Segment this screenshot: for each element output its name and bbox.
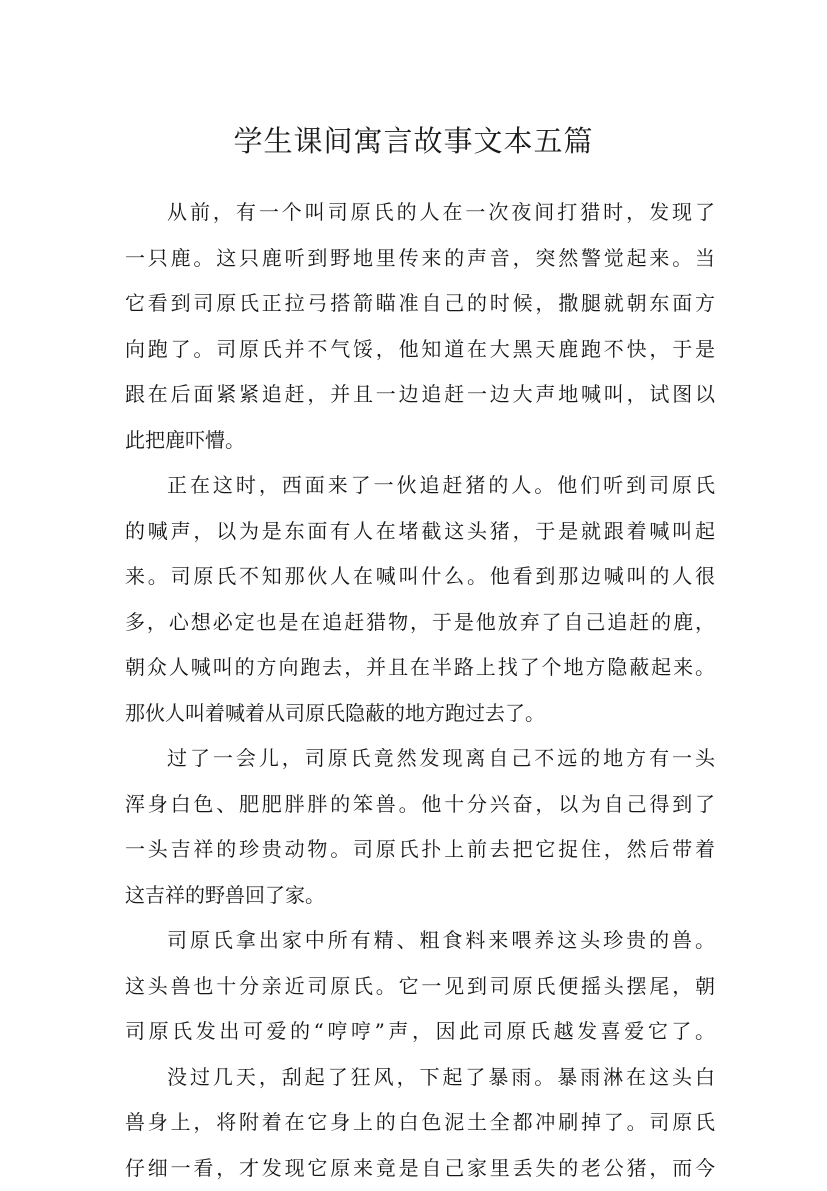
text-line: 过了一会儿，司原氏竟然发现离自己不远的地方有一头	[125, 736, 715, 782]
text-line: 一头吉祥的珍贵动物。司原氏扑上前去把它捉住，然后带着	[125, 827, 715, 873]
text-line: 这头兽也十分亲近司原氏。它一见到司原氏便摇头摆尾，朝	[125, 964, 715, 1010]
text-line: 司原氏发出可爱的“哼哼”声，因此司原氏越发喜爱它了。	[125, 1009, 715, 1055]
text-line: 向跑了。司原氏并不气馁，他知道在大黑天鹿跑不快，于是	[125, 327, 715, 373]
text-line: 从前，有一个叫司原氏的人在一次夜间打猎时，发现了	[125, 190, 715, 236]
paragraph-5	[125, 1055, 715, 1191]
paragraph-4	[125, 918, 715, 1055]
body-text	[125, 190, 715, 1191]
text-line: 来。司原氏不知那伙人在喊叫什么。他看到那边喊叫的人很	[125, 554, 715, 600]
text-line: 没过几天，刮起了狂风，下起了暴雨。暴雨淋在这头白	[125, 1055, 715, 1101]
text-line: 此把鹿吓懵。	[125, 418, 715, 464]
text-line: 仔细一看，才发现它原来竟是自己家里丢失的老公猪，而今	[125, 1146, 715, 1191]
text-line: 那伙人叫着喊着从司原氏隐蔽的地方跑过去了。	[125, 691, 715, 737]
text-line: 一只鹿。这只鹿听到野地里传来的声音，突然警觉起来。当	[125, 236, 715, 282]
paragraph-3	[125, 736, 715, 918]
text-line: 跟在后面紧紧追赶，并且一边追赶一边大声地喊叫，试图以	[125, 372, 715, 418]
paragraph-1	[125, 190, 715, 463]
text-line: 这吉祥的野兽回了家。	[125, 873, 715, 919]
text-line: 正在这时，西面来了一伙追赶猪的人。他们听到司原氏	[125, 463, 715, 509]
page-title: 学生课间寓言故事文本五篇	[0, 119, 827, 163]
text-line: 兽身上，将附着在它身上的白色泥土全都冲刷掉了。司原氏	[125, 1100, 715, 1146]
text-line: 的喊声，以为是东面有人在堵截这头猪，于是就跟着喊叫起	[125, 509, 715, 555]
paragraph-2	[125, 463, 715, 736]
text-line: 多，心想必定也是在追赶猎物，于是他放弃了自己追赶的鹿，	[125, 600, 715, 646]
text-line: 它看到司原氏正拉弓搭箭瞄准自己的时候，撒腿就朝东面方	[125, 281, 715, 327]
text-line: 浑身白色、肥肥胖胖的笨兽。他十分兴奋，以为自己得到了	[125, 782, 715, 828]
text-line: 司原氏拿出家中所有精、粗食料来喂养这头珍贵的兽。	[125, 918, 715, 964]
text-line: 朝众人喊叫的方向跑去，并且在半路上找了个地方隐蔽起来。	[125, 645, 715, 691]
